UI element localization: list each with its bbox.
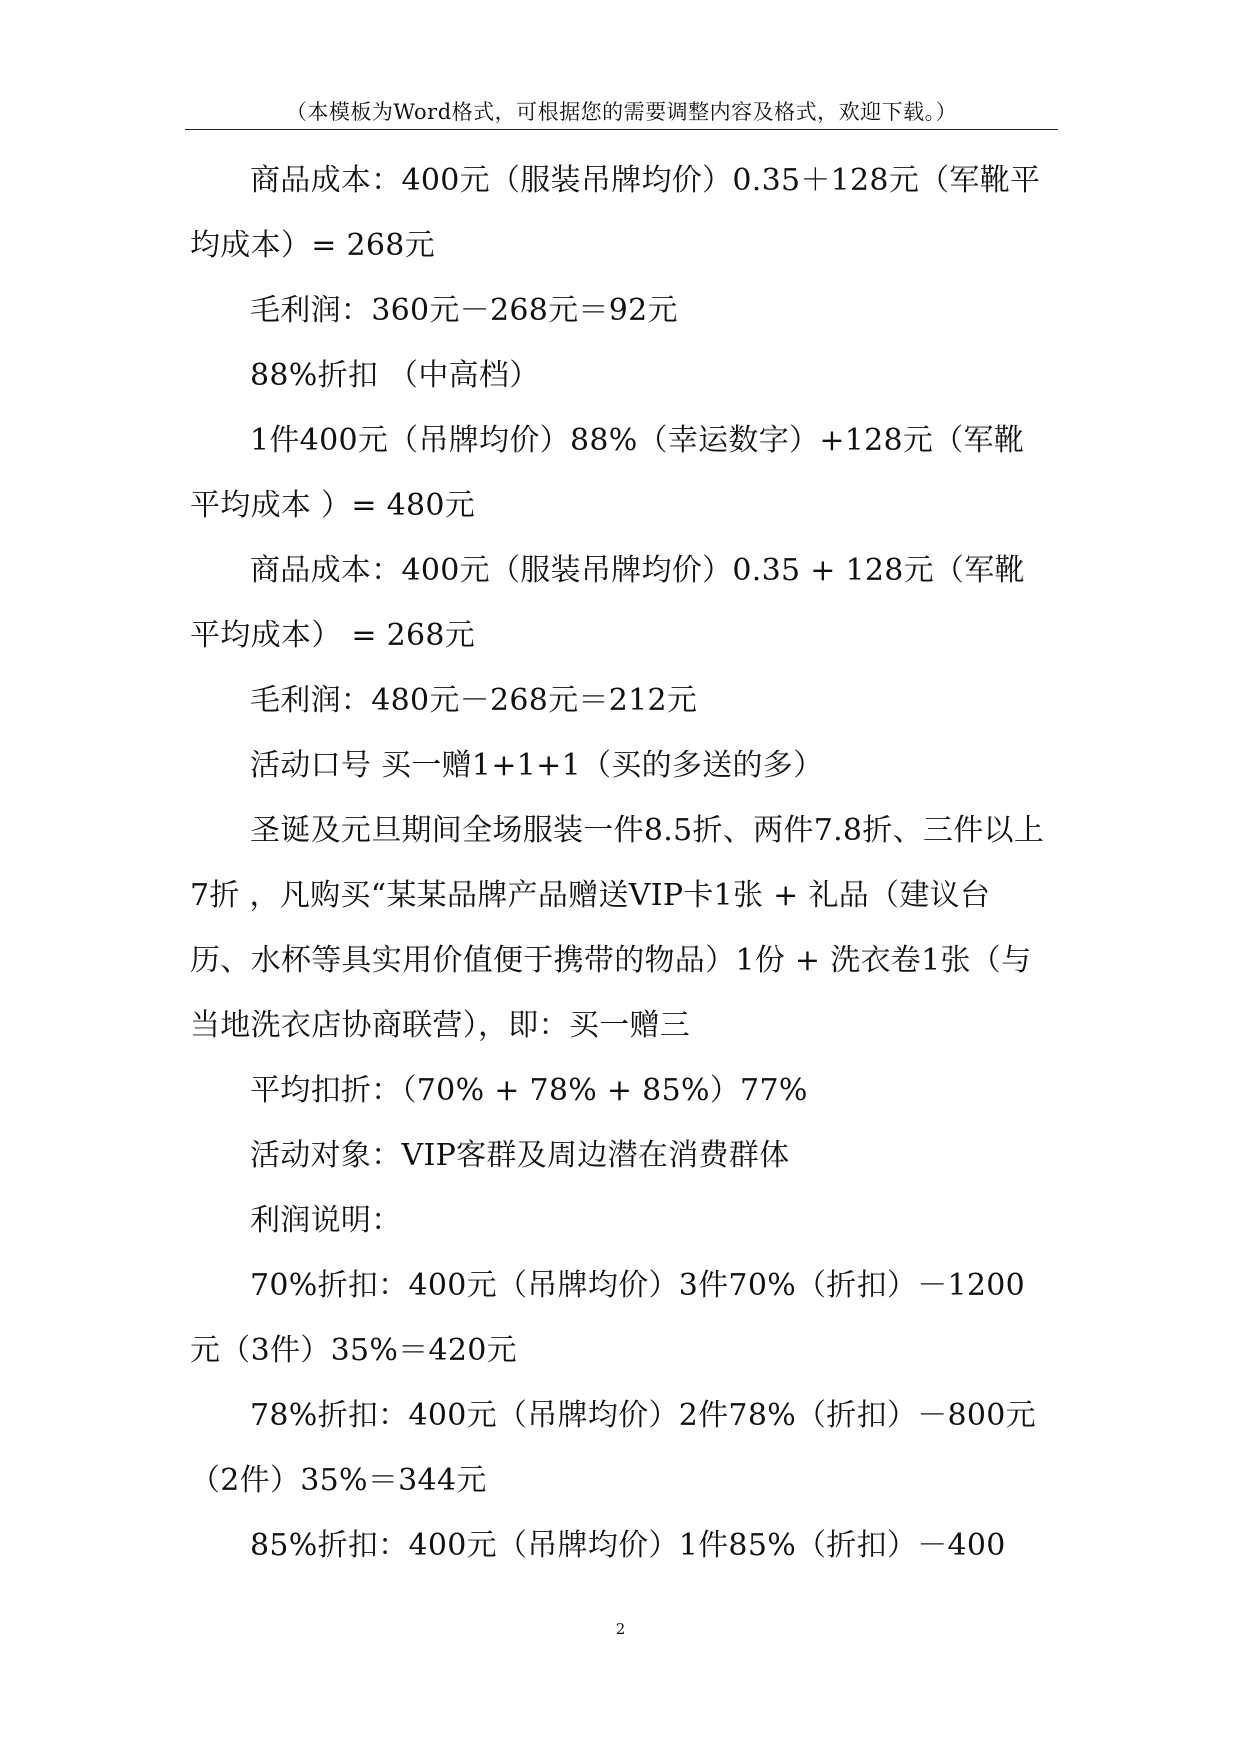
paragraph-product-cost-1: 商品成本：400元（服装吊牌均价）0.35＋128元（军靴平均成本）= 268元: [190, 163, 1041, 263]
paragraph-profit-85: 85%折扣：400元（吊牌均价）1件85%（折扣）－400: [250, 1528, 1006, 1563]
document-body: [190, 148, 1050, 1578]
page-number: 2: [615, 1620, 626, 1638]
paragraph-profit-heading: 利润说明：: [250, 1203, 402, 1238]
paragraph-average-discount: 平均扣折：（70% + 78% + 85%）77%: [250, 1073, 808, 1108]
paragraph-discount-88: 88%折扣 （中高档）: [250, 358, 540, 393]
paragraph-gross-profit-2: 毛利润：480元－268元＝212元: [250, 683, 698, 718]
paragraph-slogan: 活动口号 买一赠1+1+1（买的多送的多）: [250, 748, 824, 783]
header-divider: [185, 129, 1058, 130]
paragraph-profit-70: 70%折扣：400元（吊牌均价）3件70%（折扣）－1200元（3件）35%＝420元: [190, 1268, 1026, 1368]
paragraph-gross-profit-1: 毛利润：360元－268元＝92元: [250, 293, 678, 328]
template-note-header: （本模板为Word格式，可根据您的需要调整内容及格式，欢迎下载。）: [285, 100, 958, 124]
paragraph-promotion-details: 圣诞及元旦期间全场服装一件8.5折、两件7.8折、三件以上7折 ，凡购买“某某品牌产品赠送VIP卡1张 + 礼品（建议台历、水杯等具实用价值便于携带的物品）1份 + 洗衣卷1张（与当地洗衣店协商联营），即：买一赠三: [190, 813, 1045, 1043]
paragraph-target-audience: 活动对象：VIP客群及周边潜在消费群体: [250, 1138, 790, 1173]
paragraph-product-cost-2: 商品成本：400元（服装吊牌均价）0.35 + 128元（军靴平均成本） = 268元: [190, 553, 1025, 653]
paragraph-price-calc: 1件400元（吊牌均价）88%（幸运数字）+128元（军靴平均成本 ）= 480元: [190, 423, 1025, 523]
paragraph-profit-78: 78%折扣：400元（吊牌均价）2件78%（折扣）－800元（2件）35%＝344元: [190, 1398, 1036, 1498]
